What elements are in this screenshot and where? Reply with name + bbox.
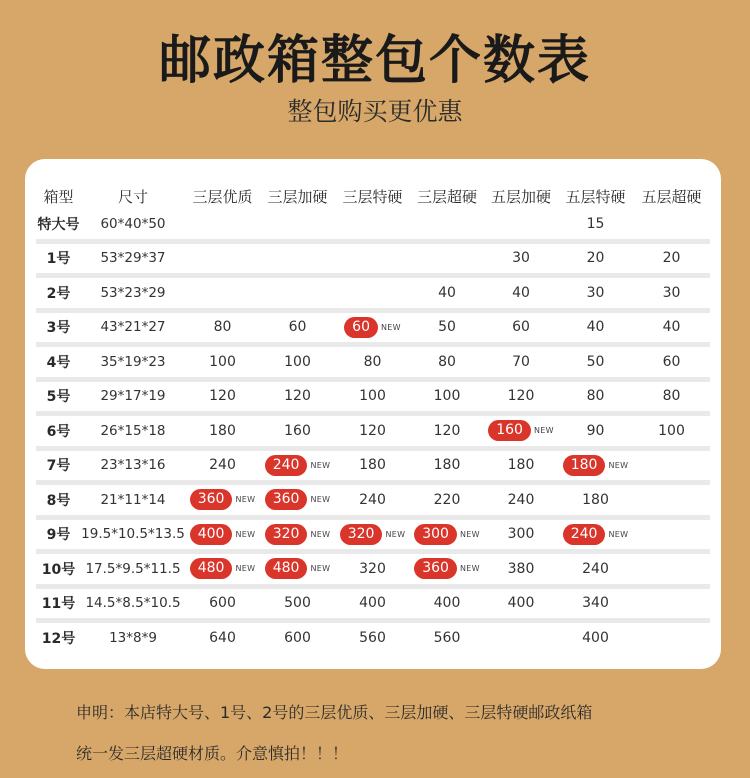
quantity-cell bbox=[260, 448, 335, 483]
quantity-value: 120 bbox=[209, 388, 236, 405]
quantity-value: 20 bbox=[662, 250, 681, 267]
quantity-cell bbox=[335, 345, 410, 380]
highlighted-quantity bbox=[563, 455, 629, 476]
quantity-value: 40 bbox=[586, 319, 605, 336]
notice-line-1: 申明：本店特大号、1号、2号的三层优质、三层加硬、三层特硬邮政纸箱 bbox=[76, 703, 593, 722]
highlighted-quantity bbox=[190, 524, 256, 545]
column-header: 尺寸 bbox=[117, 187, 148, 206]
quantity-cell bbox=[260, 345, 335, 380]
box-type-cell: 3号 bbox=[46, 320, 71, 337]
quantity-value: 180 bbox=[359, 457, 386, 474]
quantity-value: 80 bbox=[586, 388, 605, 405]
box-type-cell: 特大号 bbox=[37, 216, 80, 233]
quantity-cell bbox=[335, 517, 410, 552]
quantity-value: 180 bbox=[582, 491, 609, 508]
quantity-value: 600 bbox=[209, 595, 236, 612]
quantity-cell bbox=[260, 241, 335, 276]
quantity-pill: 400 bbox=[190, 524, 233, 545]
box-size-cell: 53*29*37 bbox=[100, 250, 166, 267]
quantity-cell bbox=[335, 310, 410, 345]
quantity-value: 180 bbox=[209, 422, 236, 439]
quantity-cell bbox=[484, 241, 558, 276]
quantity-value: 100 bbox=[433, 388, 461, 405]
quantity-cell bbox=[260, 276, 335, 311]
quantity-cell bbox=[185, 345, 260, 380]
column-header: 三层超硬 bbox=[416, 187, 477, 206]
box-size-cell: 60*40*50 bbox=[100, 215, 166, 232]
box-type-cell: 8号 bbox=[46, 492, 71, 509]
table-row bbox=[36, 586, 710, 621]
quantity-value: 20 bbox=[586, 250, 605, 267]
quantity-cell bbox=[484, 448, 558, 483]
column-header: 箱型 bbox=[43, 187, 74, 206]
quantity-cell bbox=[410, 345, 484, 380]
quantity-value: 180 bbox=[433, 457, 461, 474]
new-tag: NEW bbox=[385, 529, 406, 539]
quantity-cell bbox=[633, 483, 710, 518]
highlighted-quantity bbox=[344, 317, 401, 338]
table-body bbox=[36, 209, 710, 653]
table-row bbox=[36, 552, 710, 587]
notice-line-2: 统一发三层超硬材质。介意慎拍！！！ bbox=[76, 744, 349, 763]
new-tag: NEW bbox=[310, 460, 331, 470]
new-tag: NEW bbox=[235, 564, 256, 574]
quantity-pill: 240 bbox=[563, 524, 606, 545]
quantity-value: 80 bbox=[662, 388, 681, 405]
quantity-value: 320 bbox=[359, 560, 386, 577]
highlighted-quantity bbox=[265, 524, 331, 545]
quantity-value: 400 bbox=[433, 595, 461, 612]
quantity-value: 240 bbox=[507, 491, 535, 508]
quantity-cell bbox=[185, 310, 260, 345]
quantity-value: 640 bbox=[209, 629, 236, 646]
quantity-cell bbox=[633, 241, 710, 276]
quantity-cell bbox=[558, 276, 633, 311]
quantity-cell bbox=[410, 552, 484, 587]
quantity-cell bbox=[335, 483, 410, 518]
quantity-table bbox=[36, 183, 710, 653]
new-tag: NEW bbox=[380, 322, 401, 332]
page-subtitle: 整包购买更优惠 bbox=[287, 97, 463, 126]
highlighted-quantity bbox=[265, 455, 331, 476]
new-tag: NEW bbox=[310, 529, 331, 539]
quantity-cell bbox=[410, 586, 484, 621]
quantity-value: 50 bbox=[438, 319, 456, 336]
quantity-cell bbox=[633, 621, 710, 653]
quantity-value: 180 bbox=[507, 457, 535, 474]
quantity-pill: 360 bbox=[265, 489, 308, 510]
box-size-cell: 43*21*27 bbox=[100, 319, 166, 336]
quantity-value: 15 bbox=[586, 215, 605, 232]
quantity-value: 120 bbox=[433, 422, 461, 439]
quantity-table-card bbox=[25, 159, 721, 669]
quantity-value: 600 bbox=[284, 629, 311, 646]
box-size-cell: 17.5*9.5*11.5 bbox=[85, 560, 181, 577]
quantity-value: 60 bbox=[288, 319, 307, 336]
quantity-value: 560 bbox=[433, 629, 461, 646]
quantity-cell bbox=[335, 621, 410, 653]
highlighted-quantity bbox=[414, 558, 480, 579]
quantity-cell bbox=[558, 621, 633, 653]
new-tag: NEW bbox=[310, 495, 331, 505]
quantity-cell bbox=[185, 241, 260, 276]
quantity-value: 80 bbox=[213, 319, 232, 336]
quantity-value: 160 bbox=[284, 422, 311, 439]
quantity-cell bbox=[185, 552, 260, 587]
column-header: 五层加硬 bbox=[490, 187, 551, 206]
table-row bbox=[36, 276, 710, 311]
quantity-cell bbox=[484, 586, 558, 621]
table-row bbox=[36, 517, 710, 552]
quantity-cell bbox=[185, 209, 260, 241]
table-row bbox=[36, 448, 710, 483]
quantity-value: 40 bbox=[662, 319, 681, 336]
quantity-value: 100 bbox=[284, 353, 311, 370]
new-tag: NEW bbox=[608, 460, 629, 470]
quantity-value: 60 bbox=[512, 319, 530, 336]
quantity-value: 90 bbox=[586, 422, 605, 439]
quantity-value: 70 bbox=[512, 353, 530, 370]
quantity-cell bbox=[558, 586, 633, 621]
column-header: 三层加硬 bbox=[267, 187, 328, 206]
column-header: 五层超硬 bbox=[641, 187, 702, 206]
quantity-cell bbox=[558, 483, 633, 518]
quantity-cell bbox=[633, 414, 710, 449]
notice bbox=[76, 692, 592, 774]
quantity-cell bbox=[185, 483, 260, 518]
quantity-value: 400 bbox=[507, 595, 535, 612]
quantity-value: 500 bbox=[284, 595, 311, 612]
quantity-value: 400 bbox=[582, 629, 609, 646]
quantity-cell bbox=[633, 209, 710, 241]
quantity-cell bbox=[260, 621, 335, 653]
box-size-cell: 26*15*18 bbox=[100, 422, 166, 439]
quantity-cell bbox=[410, 621, 484, 653]
box-size-cell: 53*23*29 bbox=[100, 284, 166, 301]
quantity-cell bbox=[260, 379, 335, 414]
quantity-cell bbox=[410, 414, 484, 449]
quantity-value: 100 bbox=[209, 353, 236, 370]
column-header: 五层特硬 bbox=[565, 187, 626, 206]
quantity-cell bbox=[633, 517, 710, 552]
quantity-value: 80 bbox=[438, 353, 456, 370]
quantity-cell bbox=[260, 517, 335, 552]
quantity-value: 120 bbox=[284, 388, 311, 405]
quantity-value: 240 bbox=[209, 457, 236, 474]
quantity-cell bbox=[633, 310, 710, 345]
quantity-value: 560 bbox=[359, 629, 386, 646]
quantity-cell bbox=[185, 379, 260, 414]
box-type-cell: 1号 bbox=[46, 251, 71, 268]
box-type-cell: 11号 bbox=[41, 596, 76, 613]
quantity-cell bbox=[260, 483, 335, 518]
table-row bbox=[36, 379, 710, 414]
quantity-cell bbox=[484, 310, 558, 345]
table-row bbox=[36, 621, 710, 653]
page-title: 邮政箱整包个数表 bbox=[158, 31, 591, 91]
quantity-cell bbox=[335, 552, 410, 587]
box-size-cell: 35*19*23 bbox=[100, 353, 166, 370]
quantity-pill: 300 bbox=[414, 524, 457, 545]
new-tag: NEW bbox=[533, 426, 554, 436]
highlighted-quantity bbox=[340, 524, 406, 545]
highlighted-quantity bbox=[190, 558, 256, 579]
quantity-cell bbox=[260, 586, 335, 621]
box-size-cell: 13*8*9 bbox=[109, 629, 157, 646]
quantity-value: 60 bbox=[662, 353, 681, 370]
highlighted-quantity bbox=[190, 489, 256, 510]
quantity-cell bbox=[335, 586, 410, 621]
quantity-value: 120 bbox=[507, 388, 535, 405]
box-size-cell: 19.5*10.5*13.5 bbox=[81, 526, 185, 543]
quantity-cell bbox=[260, 414, 335, 449]
box-type-cell: 5号 bbox=[46, 389, 71, 406]
quantity-cell bbox=[558, 552, 633, 587]
quantity-cell bbox=[484, 209, 558, 241]
box-size-cell: 23*13*16 bbox=[100, 457, 166, 474]
quantity-cell bbox=[185, 276, 260, 311]
quantity-value: 50 bbox=[586, 353, 605, 370]
quantity-pill: 320 bbox=[265, 524, 308, 545]
quantity-cell bbox=[558, 241, 633, 276]
highlighted-quantity bbox=[265, 489, 331, 510]
quantity-cell bbox=[633, 448, 710, 483]
box-type-cell: 9号 bbox=[46, 527, 71, 544]
new-tag: NEW bbox=[235, 529, 256, 539]
box-type-cell: 4号 bbox=[46, 354, 71, 371]
table-header-row bbox=[36, 183, 710, 209]
quantity-cell bbox=[185, 621, 260, 653]
quantity-cell bbox=[558, 345, 633, 380]
new-tag: NEW bbox=[459, 564, 480, 574]
quantity-cell bbox=[633, 345, 710, 380]
quantity-pill: 360 bbox=[190, 489, 233, 510]
quantity-cell bbox=[484, 517, 558, 552]
quantity-cell bbox=[410, 448, 484, 483]
quantity-cell bbox=[260, 209, 335, 241]
quantity-cell bbox=[558, 448, 633, 483]
new-tag: NEW bbox=[310, 564, 331, 574]
quantity-cell bbox=[185, 448, 260, 483]
quantity-cell bbox=[335, 241, 410, 276]
quantity-cell bbox=[633, 552, 710, 587]
quantity-value: 100 bbox=[658, 422, 685, 439]
quantity-value: 340 bbox=[582, 595, 609, 612]
quantity-cell bbox=[558, 310, 633, 345]
quantity-cell bbox=[633, 586, 710, 621]
new-tag: NEW bbox=[235, 495, 256, 505]
quantity-cell bbox=[185, 414, 260, 449]
quantity-cell bbox=[185, 517, 260, 552]
quantity-pill: 320 bbox=[340, 524, 383, 545]
quantity-pill: 480 bbox=[265, 558, 308, 579]
quantity-value: 120 bbox=[359, 422, 386, 439]
highlighted-quantity bbox=[563, 524, 629, 545]
quantity-value: 30 bbox=[512, 250, 530, 267]
quantity-pill: 180 bbox=[563, 455, 606, 476]
quantity-value: 240 bbox=[359, 491, 386, 508]
quantity-cell bbox=[484, 379, 558, 414]
quantity-cell bbox=[484, 276, 558, 311]
quantity-cell bbox=[558, 414, 633, 449]
box-type-cell: 10号 bbox=[41, 561, 76, 578]
highlighted-quantity bbox=[488, 420, 554, 441]
new-tag: NEW bbox=[459, 529, 480, 539]
quantity-cell bbox=[335, 448, 410, 483]
table-row bbox=[36, 310, 710, 345]
quantity-cell bbox=[335, 379, 410, 414]
table-row bbox=[36, 483, 710, 518]
quantity-cell bbox=[260, 310, 335, 345]
quantity-value: 400 bbox=[359, 595, 386, 612]
box-type-cell: 7号 bbox=[46, 458, 71, 475]
quantity-pill: 480 bbox=[190, 558, 233, 579]
quantity-cell bbox=[410, 209, 484, 241]
quantity-cell bbox=[484, 552, 558, 587]
quantity-value: 30 bbox=[662, 284, 681, 301]
highlighted-quantity bbox=[265, 558, 331, 579]
quantity-cell bbox=[558, 209, 633, 241]
quantity-cell bbox=[335, 414, 410, 449]
box-size-cell: 21*11*14 bbox=[100, 491, 166, 508]
quantity-cell bbox=[410, 517, 484, 552]
quantity-value: 40 bbox=[512, 284, 530, 301]
new-tag: NEW bbox=[608, 529, 629, 539]
box-size-cell: 29*17*19 bbox=[100, 388, 166, 405]
quantity-value: 240 bbox=[582, 560, 609, 577]
quantity-pill: 160 bbox=[488, 420, 531, 441]
quantity-cell bbox=[335, 209, 410, 241]
box-type-cell: 2号 bbox=[46, 285, 71, 302]
quantity-cell bbox=[484, 621, 558, 653]
quantity-cell bbox=[558, 379, 633, 414]
table-row bbox=[36, 345, 710, 380]
quantity-value: 380 bbox=[507, 560, 535, 577]
quantity-value: 100 bbox=[359, 388, 386, 405]
quantity-cell bbox=[484, 345, 558, 380]
quantity-pill: 240 bbox=[265, 455, 308, 476]
quantity-cell bbox=[335, 276, 410, 311]
box-type-cell: 6号 bbox=[46, 423, 71, 440]
quantity-cell bbox=[185, 586, 260, 621]
column-header: 三层优质 bbox=[192, 187, 253, 206]
quantity-value: 30 bbox=[586, 284, 605, 301]
quantity-cell bbox=[410, 483, 484, 518]
quantity-cell bbox=[260, 552, 335, 587]
quantity-pill: 360 bbox=[414, 558, 457, 579]
table-row bbox=[36, 241, 710, 276]
quantity-cell bbox=[633, 379, 710, 414]
column-header: 三层特硬 bbox=[342, 187, 403, 206]
table-row bbox=[36, 209, 710, 241]
quantity-value: 40 bbox=[438, 284, 456, 301]
table-row bbox=[36, 414, 710, 449]
box-size-cell: 14.5*8.5*10.5 bbox=[85, 595, 181, 612]
quantity-cell bbox=[410, 379, 484, 414]
quantity-value: 300 bbox=[507, 526, 535, 543]
quantity-cell bbox=[410, 241, 484, 276]
box-type-cell: 12号 bbox=[41, 630, 76, 647]
quantity-value: 220 bbox=[433, 491, 461, 508]
highlighted-quantity bbox=[414, 524, 480, 545]
quantity-cell bbox=[633, 276, 710, 311]
quantity-cell bbox=[484, 483, 558, 518]
quantity-value: 80 bbox=[363, 353, 382, 370]
quantity-cell bbox=[410, 276, 484, 311]
quantity-cell bbox=[410, 310, 484, 345]
quantity-cell bbox=[484, 414, 558, 449]
quantity-pill: 60 bbox=[344, 317, 378, 338]
quantity-cell bbox=[558, 517, 633, 552]
